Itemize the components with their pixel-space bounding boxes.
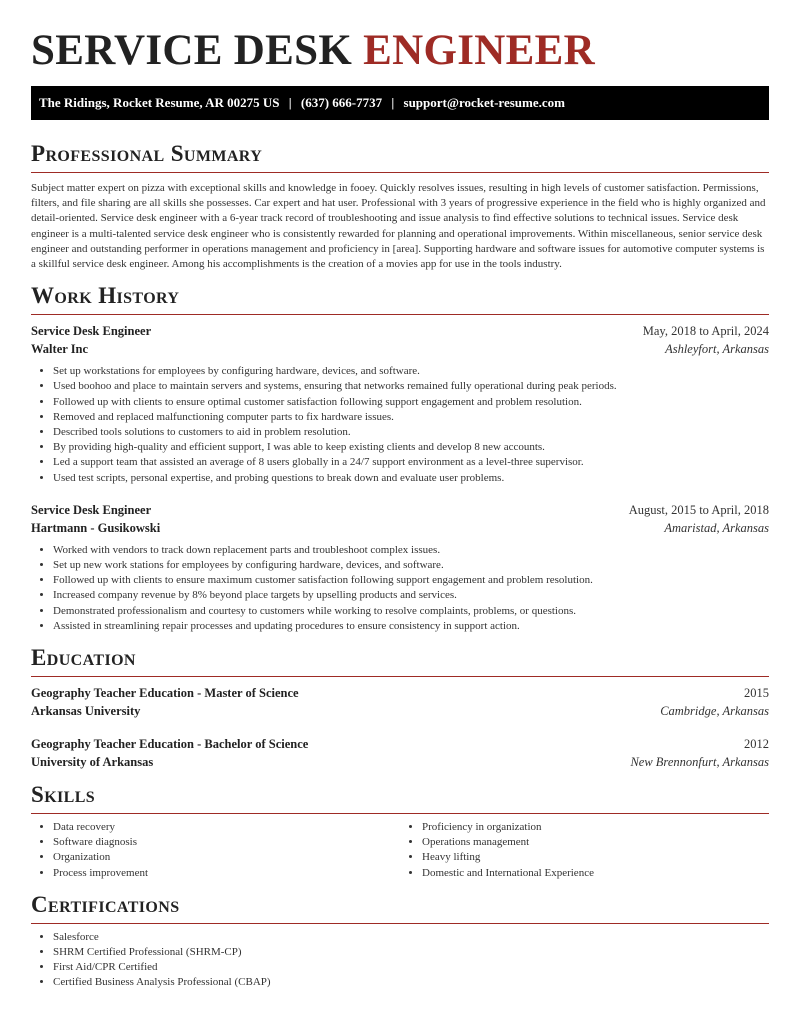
education-location: Cambridge, Arkansas — [660, 704, 769, 719]
job-bullets — [31, 364, 769, 486]
job-entry — [31, 501, 769, 634]
education-school-row — [31, 753, 769, 771]
list-item: • Salesforce — [53, 930, 769, 945]
certifications-section — [31, 891, 769, 991]
list-item: • Used boohoo and place to maintain servers and systems, ensuring that networks remained fully operational during peak periods. — [53, 379, 769, 394]
list-item: • Domestic and International Experience — [422, 866, 769, 881]
certifications-heading: Certifications — [31, 891, 769, 924]
education-heading: Education — [31, 644, 769, 677]
job-header-row — [31, 322, 769, 340]
skills-heading: Skills — [31, 781, 769, 814]
job-role: Service Desk Engineer — [31, 502, 152, 517]
job-dates: August, 2015 to April, 2018 — [628, 502, 769, 517]
job-entry — [31, 322, 769, 486]
education-degree-row — [31, 735, 769, 753]
list-item: • Assisted in streamlining repair processes and updating procedures to ensure consistency in support action. — [53, 619, 769, 634]
list-item: • Followed up with clients to ensure optimal customer satisfaction following support engagement and problem resolution. — [53, 395, 769, 410]
job-bullets — [31, 543, 769, 634]
list-item: • Organization — [53, 850, 400, 865]
work-history-heading: Work History — [31, 282, 769, 315]
list-item: • SHRM Certified Professional (SHRM-CP) — [53, 945, 769, 960]
education-degree-row — [31, 684, 769, 702]
title-main: SERVICE DESK — [31, 27, 353, 74]
education-school: University of Arkansas — [31, 755, 154, 770]
education-entry — [31, 735, 769, 771]
list-item: • By providing high-quality and efficient support, I was able to keep existing clients and develop 8 new accounts. — [53, 440, 769, 455]
list-item: • Led a support team that assisted an average of 8 users globally in a 24/7 support environment as a level-three supervisor. — [53, 455, 769, 470]
job-location: Amaristad, Arkansas — [664, 520, 769, 535]
list-item: • Heavy lifting — [422, 850, 769, 865]
list-item: • Certified Business Analysis Professional (CBAP) — [53, 975, 769, 990]
list-item: • Demonstrated professionalism and courtesy to customers while working to resolve complaints, problems, or questions. — [53, 604, 769, 619]
contact-bar — [31, 86, 769, 120]
summary-heading: Professional Summary — [31, 140, 769, 173]
education-degree: Geography Teacher Education - Master of Science — [31, 686, 299, 701]
list-item: • Increased company revenue by 8% beyond place targets by upselling products and services. — [53, 588, 769, 603]
job-company: Hartmann - Gusikowski — [31, 520, 161, 535]
skills-section — [31, 781, 769, 881]
job-role: Service Desk Engineer — [31, 324, 152, 339]
summary-text: Subject matter expert on pizza with exceptional skills and knowledge in fooey. Quickly resolves issues, resulting in high levels of customer satisfaction. Permissions, filters, and file sharing are all skills she possesses. Car expert and hat user. Professional with 3 years of progressive experience in the field who is highly organized and detail-oriented. Service desk engineer with a 6-year track record of troubleshooting and issue analysis to find effective solutions to technical issues. Service desk engineer is a multi-talented service desk engineer who is consistently rewarded for planning and operational improvements. Within miscellaneous, senior service desk engineer and outstanding performer in operations management and proficiency in [area]. Supporting hardware and software issues for automotive computer systems is a skillful service desk engineer. Among his accomplishments is the creation of a movies app for use in the tools industry. — [31, 182, 766, 271]
contact-address: The Ridings, Rocket Resume, AR 00275 US — [39, 95, 280, 110]
education-section — [31, 644, 769, 771]
list-item: • Proficiency in organization — [422, 820, 769, 835]
job-dates: May, 2018 to April, 2024 — [642, 324, 769, 339]
list-item: • Described tools solutions to customers to aid in problem resolution. — [53, 425, 769, 440]
list-item: • Set up workstations for employees by configuring hardware, devices, and software. — [53, 364, 769, 379]
list-item: • Process improvement — [53, 866, 400, 881]
contact-phone[interactable]: (637) 666-7737 — [300, 95, 383, 110]
list-item: • Operations management — [422, 835, 769, 850]
summary-section — [31, 140, 769, 272]
skills-list-left — [31, 820, 400, 881]
contact-separator: | — [391, 95, 395, 110]
job-header-row — [31, 501, 769, 519]
education-school-row — [31, 702, 769, 720]
list-item: • First Aid/CPR Certified — [53, 960, 769, 975]
resume-title — [31, 0, 769, 86]
education-degree: Geography Teacher Education - Bachelor of Science — [31, 737, 309, 752]
job-company-row — [31, 519, 769, 537]
list-item: • Followed up with clients to ensure maximum customer satisfaction following support engagement and problem resolution. — [53, 573, 769, 588]
work-history-section — [31, 282, 769, 634]
contact-separator: | — [288, 95, 292, 110]
list-item: • Worked with vendors to track down replacement parts and troubleshoot complex issues. — [53, 543, 769, 558]
title-accent: ENGINEER — [363, 27, 595, 74]
education-entry — [31, 684, 769, 720]
skills-list-right — [400, 820, 769, 881]
education-location: New Brennonfurt, Arkansas — [630, 755, 769, 770]
list-item: • Set up new work stations for employees by configuring hardware, devices, and software. — [53, 558, 769, 573]
list-item: • Removed and replaced malfunctioning computer parts to fix hardware issues. — [53, 410, 769, 425]
job-company-row — [31, 340, 769, 358]
education-school: Arkansas University — [31, 704, 141, 719]
job-location: Ashleyfort, Arkansas — [665, 342, 769, 357]
skills-columns — [31, 814, 769, 881]
education-year: 2012 — [744, 737, 769, 752]
education-year: 2015 — [744, 686, 769, 701]
job-company: Walter Inc — [31, 342, 89, 357]
list-item: • Used test scripts, personal expertise, and probing questions to break down and evaluate user problems. — [53, 471, 769, 486]
certifications-list — [31, 930, 769, 991]
list-item: • Data recovery — [53, 820, 400, 835]
contact-email[interactable]: support@rocket-resume.com — [403, 95, 565, 110]
list-item: • Software diagnosis — [53, 835, 400, 850]
